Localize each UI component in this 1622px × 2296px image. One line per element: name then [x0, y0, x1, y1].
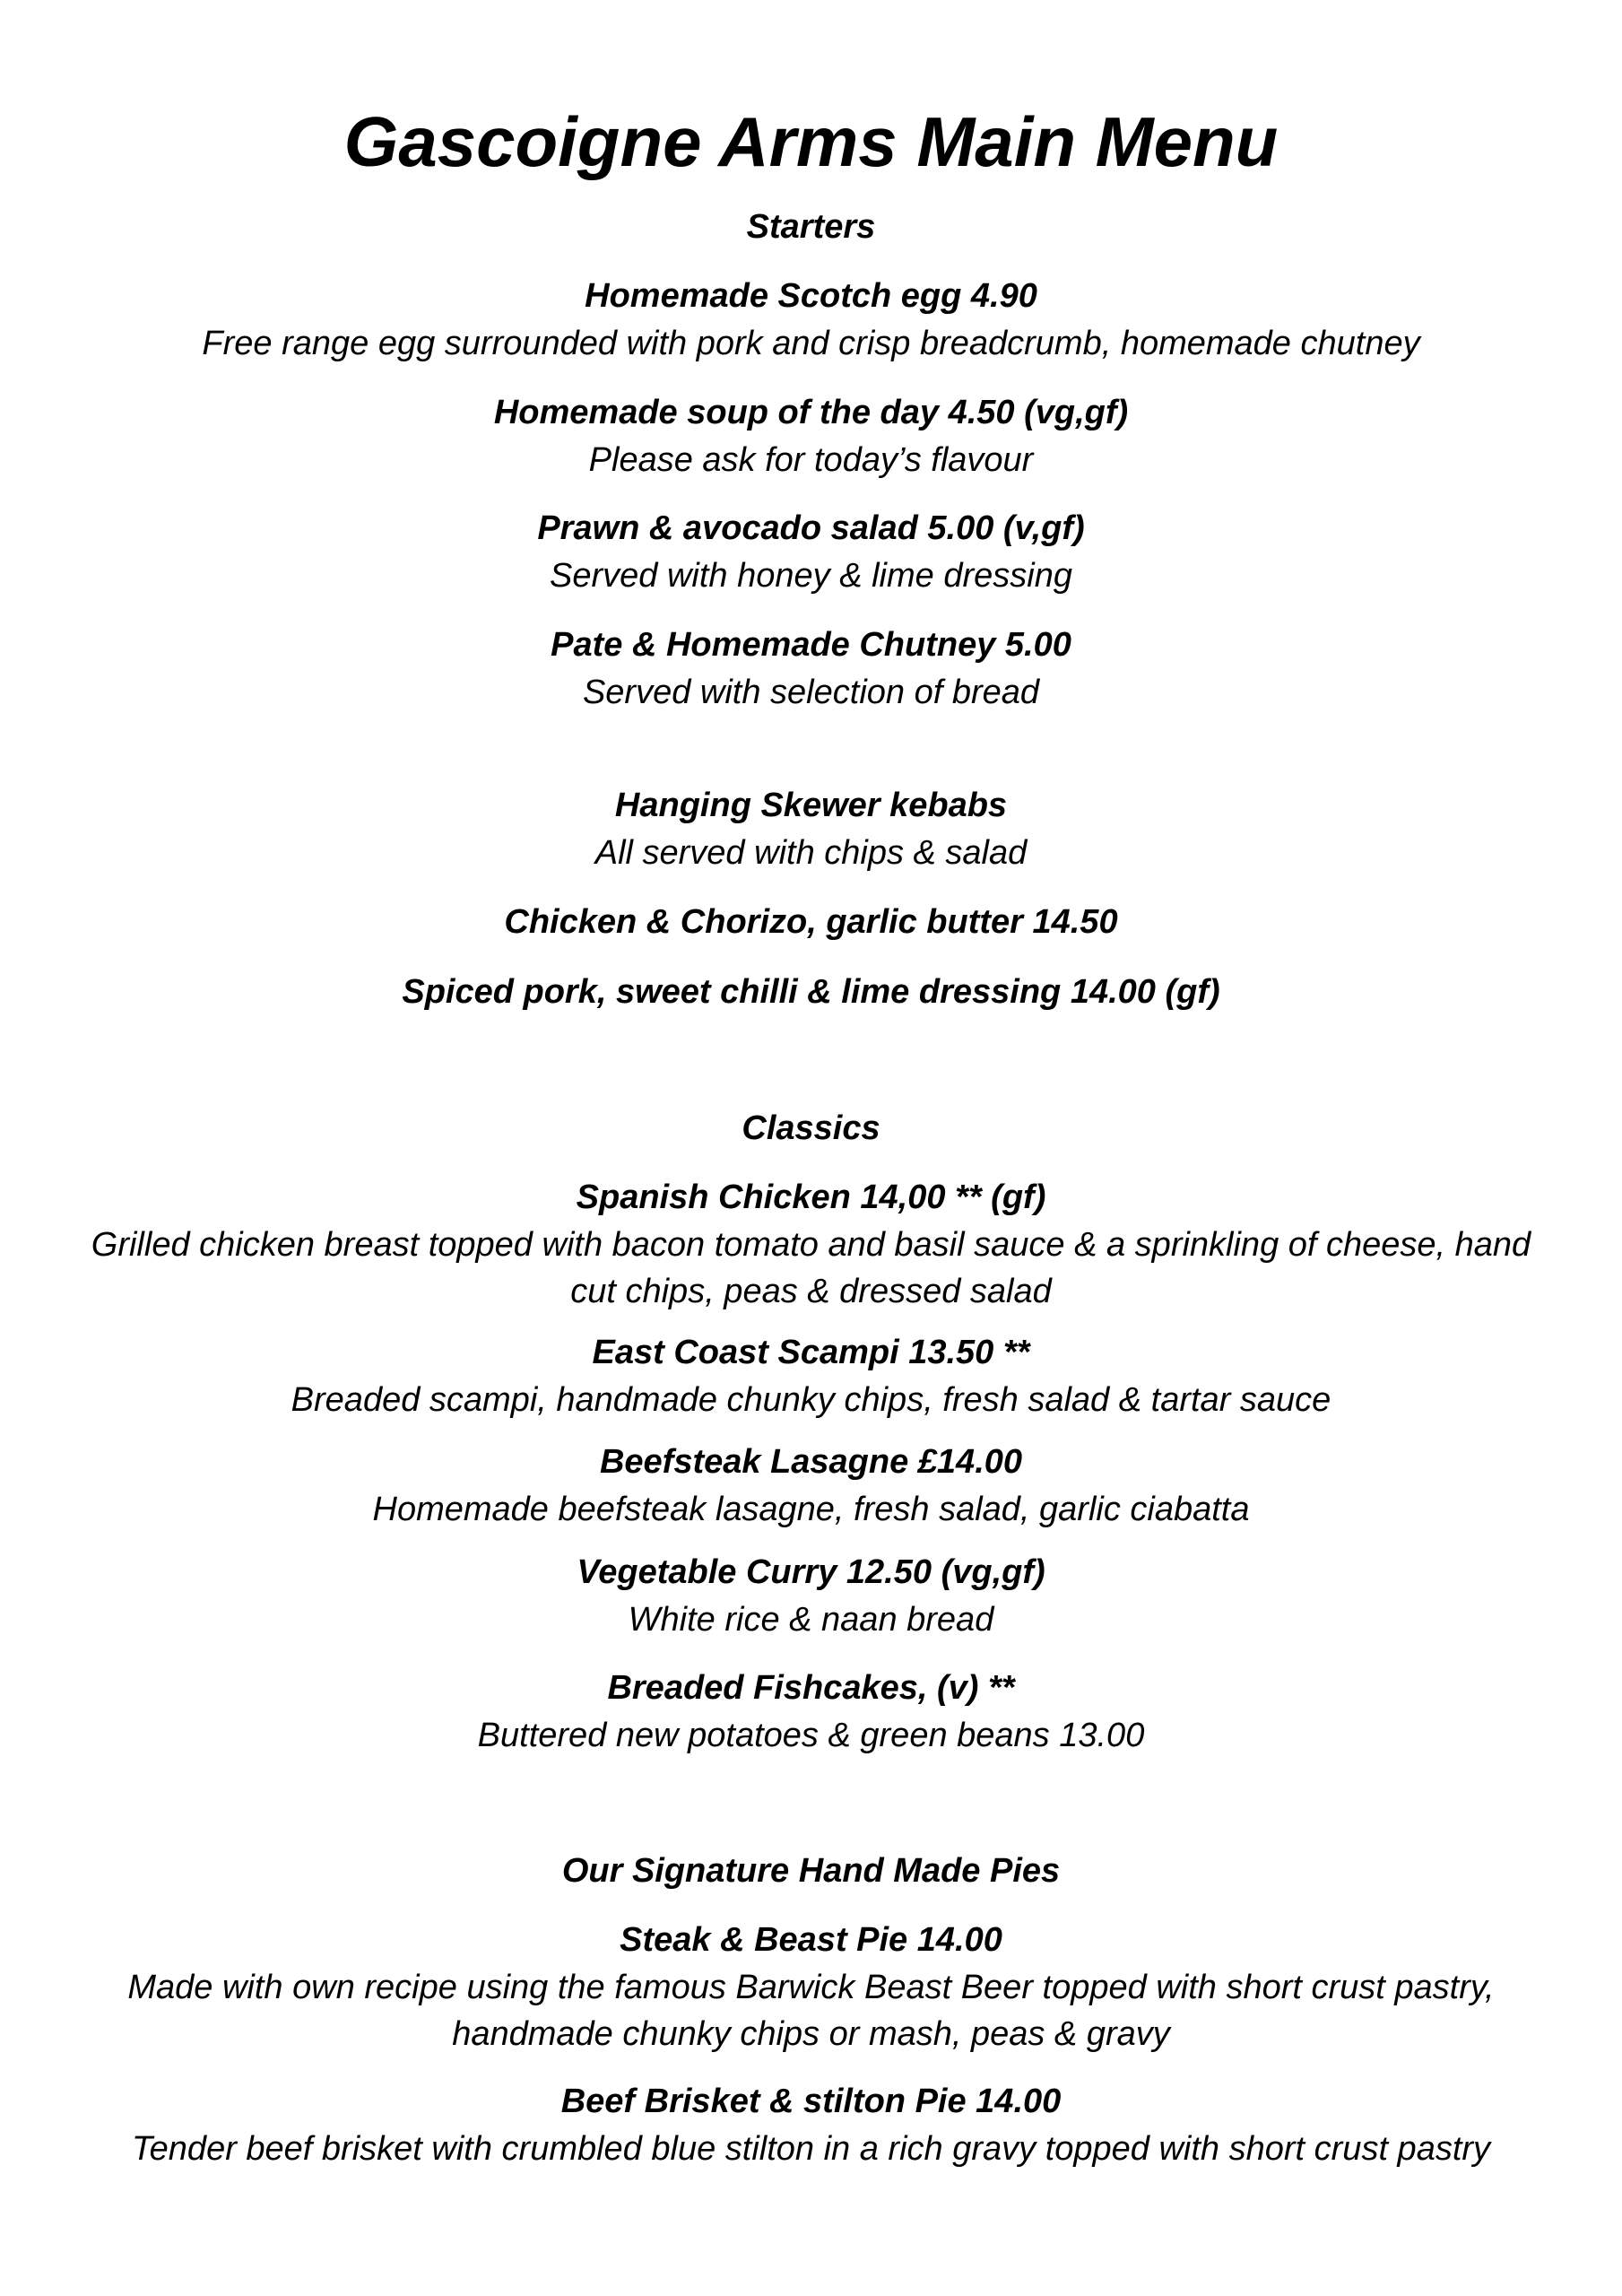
menu-item-name: East Coast Scampi 13.50 **	[592, 1334, 1030, 1371]
section-heading-starters: Starters	[746, 208, 876, 246]
menu-item-name: Spiced pork, sweet chilli & lime dressing 14.00 (gf)	[402, 973, 1220, 1011]
menu-item-description: Served with selection of bread	[582, 674, 1040, 711]
menu-item-name: Pate & Homemade Chutney 5.00	[551, 626, 1071, 664]
section-heading-kebabs: Hanging Skewer kebabs	[614, 787, 1008, 824]
menu-item-description: Served with honey & lime dressing	[550, 557, 1072, 595]
menu-item-description: White rice & naan bread	[628, 1601, 994, 1639]
menu-item-name: Beefsteak Lasagne £14.00	[599, 1443, 1023, 1481]
menu-item-name: Homemade Scotch egg 4.90	[585, 277, 1037, 315]
menu-item-description: Free range egg surrounded with pork and crisp breadcrumb, homemade chutney	[202, 325, 1420, 362]
section-heading-classics: Classics	[742, 1109, 880, 1147]
menu-item-name: Homemade soup of the day 4.50 (vg,gf)	[493, 394, 1129, 431]
menu-item-name: Spanish Chicken 14,00 ** (gf)	[576, 1178, 1046, 1216]
menu-item-name: Breaded Fishcakes, (v) **	[607, 1669, 1015, 1707]
menu-item-name: Beef Brisket & stilton Pie 14.00	[560, 2083, 1062, 2120]
menu-item-description: Homemade beefsteak lasagne, fresh salad, garlic ciabatta	[372, 1491, 1250, 1528]
menu-item-description: Grilled chicken breast topped with bacon tomato and basil sauce & a sprinkling of cheese, hand	[91, 1226, 1531, 1264]
menu-item-description: Made with own recipe using the famous Barwick Beast Beer topped with short crust pastry,	[127, 1969, 1495, 2006]
menu-item-description: cut chips, peas & dressed salad	[570, 1273, 1052, 1310]
section-heading-pies: Our Signature Hand Made Pies	[561, 1852, 1061, 1890]
menu-item-description: handmade chunky chips or mash, peas & gravy	[452, 2015, 1170, 2053]
menu-item-name: Prawn & avocado salad 5.00 (v,gf)	[537, 509, 1085, 547]
menu-item-name: Steak & Beast Pie 14.00	[620, 1921, 1002, 1959]
menu-item-name: Vegetable Curry 12.50 (vg,gf)	[577, 1553, 1045, 1591]
menu-item-description: Breaded scampi, handmade chunky chips, fresh salad & tartar sauce	[291, 1381, 1331, 1419]
section-subheading-kebabs: All served with chips & salad	[594, 834, 1028, 872]
menu-item-description: Buttered new potatoes & green beans 13.00	[477, 1717, 1145, 1754]
menu-item-description: Tender beef brisket with crumbled blue stilton in a rich gravy topped with short crust pastry	[131, 2130, 1491, 2168]
menu-item-name: Chicken & Chorizo, garlic butter 14.50	[504, 903, 1118, 941]
menu-item-description: Please ask for today’s flavour	[588, 441, 1034, 479]
menu-title: Gascoigne Arms Main Menu	[343, 102, 1279, 181]
